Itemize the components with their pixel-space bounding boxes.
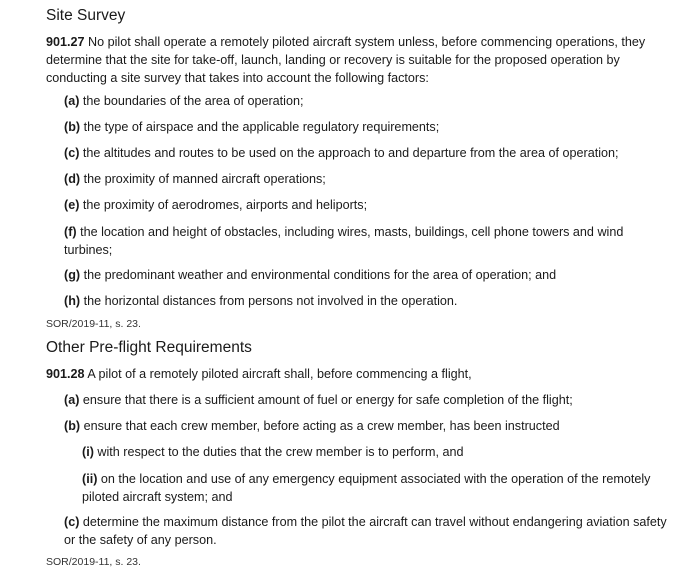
item-text: the type of airspace and the applicable regulatory requirements; <box>83 120 440 134</box>
section-history-note: SOR/2019-11, s. 23. <box>46 556 141 568</box>
section-heading-other-pre-flight: Other Pre-flight Requirements <box>46 339 252 356</box>
list-item-a <box>64 92 303 110</box>
item-label: (b) <box>64 419 81 433</box>
item-label: (ii) <box>82 472 98 486</box>
item-text: ensure that there is a sufficient amount of fuel or energy for safe completion of the flight; <box>82 393 573 407</box>
item-label: (h) <box>64 294 81 308</box>
item-label: (i) <box>82 445 94 459</box>
sub-item-i <box>82 443 463 461</box>
item-label: (a) <box>64 94 80 108</box>
item-text: the proximity of aerodromes, airports and heliports; <box>82 198 368 212</box>
list-item-d <box>64 170 326 188</box>
item-label: (a) <box>64 393 80 407</box>
section-intro-text: No pilot shall operate a remotely piloted aircraft system unless, before commencing operations, they determine that the site for take-off, launch, landing or recovery is suitable for the proposed operation by conducting a site survey that takes into account the following factors: <box>46 35 646 85</box>
section-number: 901.27 <box>46 35 85 49</box>
section-intro-text: A pilot of a remotely piloted aircraft shall, before commencing a flight, <box>87 367 472 381</box>
section-901-28-intro <box>46 365 472 383</box>
list-item-e <box>64 196 367 214</box>
item-text: with respect to the duties that the crew member is to perform, and <box>97 445 464 459</box>
item-label: (e) <box>64 198 80 212</box>
item-label: (g) <box>64 268 81 282</box>
list-item-h <box>64 292 457 310</box>
item-text: determine the maximum distance from the pilot the aircraft can travel without endangering aviation safety or the safety of any person. <box>64 515 667 547</box>
item-text: the horizontal distances from persons not involved in the operation. <box>83 294 458 308</box>
section-heading-site-survey: Site Survey <box>46 7 126 24</box>
item-text: the location and height of obstacles, including wires, masts, buildings, cell phone towers and wind turbines; <box>64 225 624 257</box>
item-text: the predominant weather and environmental conditions for the area of operation; and <box>83 268 557 282</box>
section-901-27-intro <box>46 33 658 87</box>
list-item-b <box>64 417 560 435</box>
item-text: on the location and use of any emergency equipment associated with the operation of the remotely piloted aircraft system; and <box>82 472 651 504</box>
list-item-f <box>64 223 644 259</box>
item-label: (b) <box>64 120 81 134</box>
section-number: 901.28 <box>46 367 85 381</box>
list-item-a <box>64 391 573 409</box>
list-item-g <box>64 266 556 284</box>
item-label: (c) <box>64 146 80 160</box>
item-text: ensure that each crew member, before acting as a crew member, has been instructed <box>83 419 560 433</box>
item-label: (c) <box>64 515 80 529</box>
list-item-b <box>64 118 439 136</box>
item-text: the proximity of manned aircraft operations; <box>83 172 326 186</box>
item-text: the boundaries of the area of operation; <box>82 94 304 108</box>
item-label: (d) <box>64 172 81 186</box>
sub-item-ii <box>82 470 662 506</box>
section-history-note: SOR/2019-11, s. 23. <box>46 318 141 330</box>
list-item-c <box>64 144 619 162</box>
list-item-c <box>64 513 672 549</box>
item-text: the altitudes and routes to be used on the approach to and departure from the area of operation; <box>82 146 619 160</box>
item-label: (f) <box>64 225 77 239</box>
